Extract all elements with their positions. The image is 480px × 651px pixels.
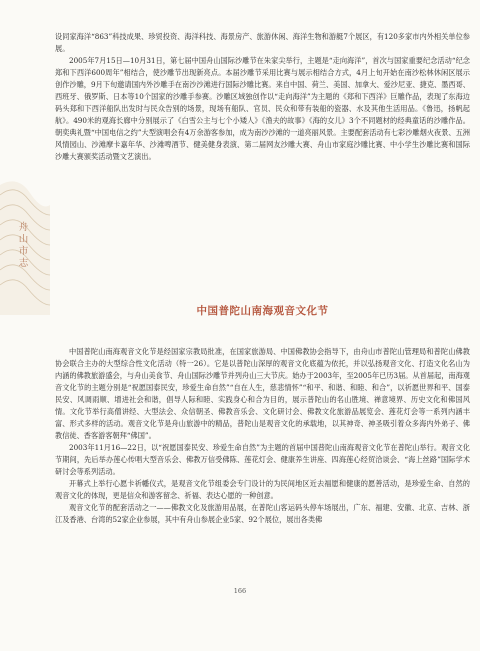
paragraph: 开幕式上举行心愿卡祈幡仪式，是观音文化节组委会专门设计的为民间地区近去福愿和健康的愿善活动，是珍爱生命、自然的观音文化的体现，更是信众和游客留念、祈福、表达心愿的一种创意。 [55,479,470,500]
sidebar [0,0,50,651]
paragraph: 2003年11月16—22日，以“祝愿国泰民安、珍爱生命自然”为主题的首届中国普陀山南海观音文化节在普陀山举行。观音文化节期间，先后举办莲心传唱大型音乐会、佛教万信受佛陈、莲花灯会、健康养生讲座、四海莲心经贸洽谈会、“海上丝路”国际学术研讨会等系列活动。 [55,443,470,476]
text-block-1 [55,31,470,163]
paragraph: 2005年7月15日—10月31日，第七届中国舟山国际沙雕节在朱家尖举行，主题是“走向海洋”，首次与国家重要纪念活动“纪念郑和下西洋600周年”相结合，使沙雕节出现新亮点。本届沙雕节采用比赛与展示相结合方式，4月上旬开始在南沙松林休闲区展示创作沙雕，9月下旬邀请国内外沙雕手在南沙沙滩进行国际沙雕比赛。来自中国、荷兰、美国、加拿大、爱沙尼亚、捷克、墨西哥、西班牙、俄罗斯、日本等10个国家的沙雕手参赛。沙雕区域独创作以“走向海洋”为主题的《郑和下西洋》巨雕作品，表现了东海边码头郑和下西洋船队出发时与民众告别的场景，现场有船队、官员、民众和带有装船的瓷器、水及其他生活用品。《鲁迅，扬帆起航》。490米的观海长廊中分别展示了《白雪公主与七个小矮人》《渔夫的故事》《海的女儿》3个不同题材的经典童话的沙雕作品。朝奕典礼暨“中国电信之约”大型演唱会有4万余游客参加，成为南沙沙滩的一道亮丽风景。主要配套活动有七彩沙雕烟火夜景、五洲风情园山、沙滩摩卡嘉年华、沙滩啤酒节、健美健身表演、第二届网友沙雕大赛、舟山市家庭沙雕比赛、中小学生沙雕比赛和国际沙雕大赛颁奖活动暨文艺演出。 [55,56,470,161]
paragraph: 中国普陀山南海观音文化节是经国家宗教局批准，在国家旅游局、中国佛教协会指导下，由舟山市普陀山管理局和普陀山佛教协会联合主办的大型综合性文化活动（特一26）。它是以普陀山深厚的观音文化底蕴为依托，并以弘扬观音文化、打造文化名山为内涵的佛教旅游盛会，与舟山美食节、舟山国际沙雕节并列舟山三大节庆。始办于2003年，至2005年已历3届。从首届起，南海观音文化节的主题分别是“祝愿国泰民安，珍爱生命自然”“自在人生，慈悲情怀”“和平、和谐、和睦、和合”，以祈愿世界和平、国泰民安、风调雨顺、增进社会和谐，倡导人际和睦、实践身心和合为目的，展示普陀山的名山胜境、禅意境界、历史文化和佛国风情。文化节举行高僧讲经、大型法会、众信朝圣、佛教音乐会、文化研讨会、佛教文化旅游品展览会、莲花灯会等一系列内涵丰富、形式多样的活动。观音文化节是舟山旅游中的精品，普陀山是观音文化的承载地，以其神奇、神圣吸引着众多海内外弟子、佛教信徒、香客游客朝拜“佛国”。 [55,347,470,440]
paragraph: 观音文化节的配套活动之一——佛教文化及旅游用品展，在普陀山客运码头停车场展出，广东、福建、安徽、北京、吉林、浙江及香港、台湾的52家企业参展，其中有舟山参展企业5家、92个展位，展出各类佛 [55,503,470,524]
paragraph: 设同家海洋“863”科技成果、珍贸投资、海洋科技、海景房产、旅游休闲、海洋生物和游艇7个展区，有120多家市内外相关单位参展。 [55,32,470,53]
text-block-2 [55,346,470,526]
section-title: 中国普陀山南海观音文化节 [196,305,329,317]
sidebar-title: 舟山市志 [18,222,30,269]
page-number: 166 [233,587,247,595]
